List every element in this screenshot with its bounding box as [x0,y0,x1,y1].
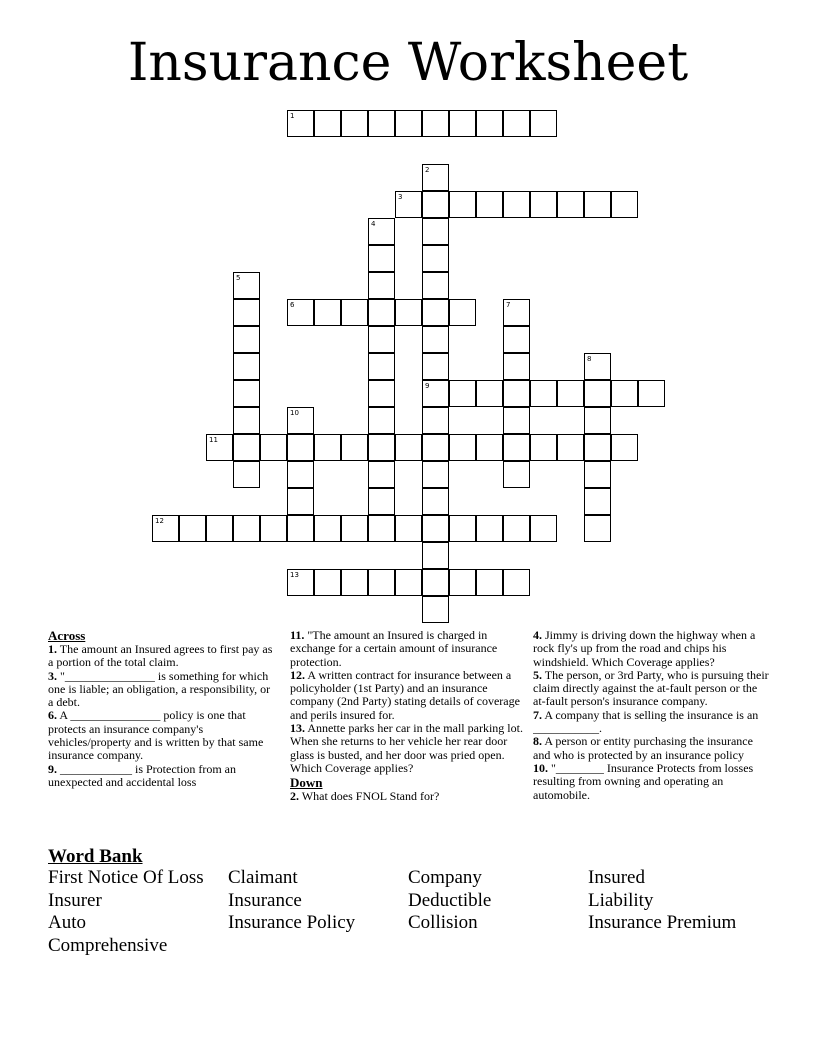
clues-column-2 [290,629,528,841]
clue-across-3 [48,670,276,710]
word-bank-item: Insurance [228,889,302,911]
crossword-cell[interactable] [233,326,260,353]
crossword-cell[interactable] [368,515,395,542]
word-bank-item: Deductible [408,889,492,911]
crossword-cell[interactable] [530,110,557,137]
clue-across-1 [48,643,276,670]
crossword-cell[interactable] [368,353,395,380]
clue-down-4 [533,629,769,669]
crossword-cell[interactable] [314,515,341,542]
word-bank [48,867,788,957]
crossword-cell[interactable] [449,434,476,461]
crossword-cell[interactable] [233,461,260,488]
crossword-cell[interactable] [503,515,530,542]
crossword-cell[interactable] [422,515,449,542]
page-title: Insurance Worksheet [127,33,689,93]
crossword-cell[interactable] [503,299,530,326]
clue-text: Annette parks her car in the mall parking lot. When she returns to her vehicle her rear door glass is busted, and her door was pried open. Which Coverage applies? [290,721,523,775]
crossword-cell[interactable] [422,569,449,596]
crossword-cell[interactable] [503,434,530,461]
crossword-cell[interactable] [179,515,206,542]
word-bank-item: Claimant [228,867,298,888]
crossword-cell[interactable] [503,407,530,434]
clue-down-10 [533,762,769,802]
crossword-cell[interactable] [530,380,557,407]
crossword-cell[interactable] [422,407,449,434]
crossword-cell[interactable] [422,299,449,326]
clues-column-3 [533,629,769,841]
word-bank-item: Insurance Premium [588,912,737,934]
crossword-cell[interactable] [314,299,341,326]
clue-across-11 [290,629,528,669]
crossword-cell[interactable] [368,299,395,326]
crossword-cell[interactable] [422,272,449,299]
crossword-cell[interactable] [314,110,341,137]
across-heading: Across [48,628,86,643]
crossword-cell[interactable] [422,245,449,272]
crossword-cell[interactable] [638,380,665,407]
clue-number-label: 7 [506,301,511,309]
crossword-cell[interactable] [314,569,341,596]
crossword-cell[interactable] [341,110,368,137]
clue-number-label: 4 [371,220,376,228]
word-bank-item: Insured [588,867,645,888]
crossword-cell[interactable] [368,110,395,137]
clue-down-2 [290,790,528,803]
word-bank-item: Collision [408,912,478,934]
crossword-cell[interactable] [368,488,395,515]
crossword-cell[interactable] [287,488,314,515]
clue-number-label: 2 [425,166,430,174]
crossword-cell[interactable] [503,461,530,488]
crossword-cell[interactable] [206,434,233,461]
crossword-cell[interactable] [233,353,260,380]
crossword-cell[interactable] [368,218,395,245]
clue-number: 9. [48,761,57,776]
crossword-cell[interactable] [152,515,179,542]
crossword-cell[interactable] [368,245,395,272]
clue-text: The amount an Insured agrees to first pay as a portion of the total claim. [48,642,273,670]
word-bank-item: Company [408,867,482,888]
crossword-cell[interactable] [395,110,422,137]
crossword-cell[interactable] [449,569,476,596]
clue-number: 6. [48,708,57,723]
crossword-cell[interactable] [449,191,476,218]
crossword-cell[interactable] [449,110,476,137]
clue-number-label: 13 [290,571,299,579]
crossword-cell[interactable] [368,569,395,596]
crossword-cell[interactable] [341,569,368,596]
crossword-cell[interactable] [233,434,260,461]
crossword-cell[interactable] [422,110,449,137]
clue-across-13 [290,722,528,775]
clue-text: "_______________ is something for which one is liable; an obligation, a responsibility, or a debt. [48,668,271,710]
clue-across-9 [48,763,276,790]
crossword-cell[interactable] [503,569,530,596]
crossword-cell[interactable] [611,191,638,218]
clue-number-label: 12 [155,517,164,525]
clue-text: A written contract for insurance between a policyholder (1st Party) and an insurance company (2nd Party) stating details of coverage and perils insured for. [290,667,520,722]
crossword-cell[interactable] [287,569,314,596]
crossword-cell[interactable] [476,569,503,596]
crossword-cell[interactable] [368,380,395,407]
crossword-cell[interactable] [368,326,395,353]
clue-text: A company that is selling the insurance is an ___________. [533,707,759,736]
word-bank-item: First Notice Of Loss [48,867,204,888]
word-bank-item: Insurer [48,889,102,911]
crossword-cell[interactable] [476,515,503,542]
crossword-cell[interactable] [422,326,449,353]
crossword-cell[interactable] [557,191,584,218]
crossword-cell[interactable] [503,326,530,353]
crossword-cell[interactable] [584,434,611,461]
clue-number-label: 1 [290,112,295,120]
clues-column-1 [48,628,276,840]
crossword-cell[interactable] [287,299,314,326]
crossword-cell[interactable] [341,434,368,461]
crossword-cell[interactable] [395,191,422,218]
crossword-cell[interactable] [341,299,368,326]
crossword-cell[interactable] [233,272,260,299]
clue-text: The person, or 3rd Party, who is pursuing their claim directly against the at-fault person or the at-fault person's insurance company. [533,667,769,709]
word-bank-item: Comprehensive [48,934,168,956]
crossword-cell[interactable] [395,569,422,596]
clue-number: 1. [48,642,57,656]
word-bank-item: Insurance Policy [228,912,356,934]
crossword-cell[interactable] [233,299,260,326]
crossword-cell[interactable] [530,191,557,218]
crossword-cell[interactable] [422,191,449,218]
crossword-cell[interactable] [260,434,287,461]
clue-number: 5. [533,667,542,682]
clue-text: A _______________ policy is one that protects an insurance company's vehicles/property and is written by that same insurance company. [48,708,264,763]
crossword-cell[interactable] [476,434,503,461]
crossword-cell[interactable] [503,353,530,380]
clue-text: "The amount an Insured is charged in exchange for a certain amount of insurance protection. [290,629,498,669]
word-bank-item: Liability [588,889,654,911]
crossword-cell[interactable] [422,596,449,623]
crossword-cell[interactable] [287,461,314,488]
crossword-cell[interactable] [584,461,611,488]
crossword-cell[interactable] [449,515,476,542]
crossword-cell[interactable] [287,407,314,434]
clue-across-12 [290,669,528,722]
crossword-cell[interactable] [287,110,314,137]
crossword-cell[interactable] [206,515,233,542]
crossword-cell[interactable] [503,380,530,407]
crossword-cell[interactable] [233,515,260,542]
crossword-cell[interactable] [530,515,557,542]
crossword-cell[interactable] [260,515,287,542]
crossword-cell[interactable] [368,461,395,488]
clue-number-label: 11 [209,436,218,444]
crossword-cell[interactable] [476,191,503,218]
crossword-cell[interactable] [368,407,395,434]
clue-down-5 [533,669,769,709]
clue-number-label: 8 [587,355,592,363]
clue-number: 10. [533,760,548,775]
clue-number: 13. [290,721,305,736]
clue-across-6 [48,709,276,762]
clue-down-7 [533,709,769,736]
crossword-cell[interactable] [395,515,422,542]
crossword-cell[interactable] [584,488,611,515]
crossword-cell[interactable] [287,434,314,461]
clue-number-label: 9 [425,382,430,390]
crossword-cell[interactable] [341,515,368,542]
crossword-cell[interactable] [476,380,503,407]
clue-text: Jimmy is driving down the highway when a rock fly's up from the road and chips his windshield. Which Coverage applies? [533,629,756,669]
word-bank-item: Auto [48,912,86,934]
crossword-cell[interactable] [584,407,611,434]
clue-number-label: 3 [398,193,403,201]
crossword-cell[interactable] [233,407,260,434]
clue-number: 12. [290,667,305,682]
clue-number: 8. [533,734,542,749]
clue-number: 7. [533,707,542,722]
crossword-cell[interactable] [233,380,260,407]
crossword-cell[interactable] [557,380,584,407]
clue-number-label: 5 [236,274,241,282]
crossword-cell[interactable] [395,299,422,326]
crossword-cell[interactable] [584,380,611,407]
clue-number: 2. [290,789,299,804]
crossword-cell[interactable] [368,272,395,299]
word-bank-title: Word Bank [48,846,143,867]
crossword-cell[interactable] [503,110,530,137]
crossword-cell[interactable] [449,299,476,326]
crossword-cell[interactable] [422,380,449,407]
crossword-cell[interactable] [422,218,449,245]
crossword-cell[interactable] [422,353,449,380]
clue-text: What does FNOL Stand for? [301,789,440,804]
crossword-cell[interactable] [422,488,449,515]
crossword-cell[interactable] [584,515,611,542]
crossword-cell[interactable] [557,434,584,461]
crossword-cell[interactable] [611,434,638,461]
crossword-cell[interactable] [368,434,395,461]
clue-number: 4. [533,629,542,642]
crossword-cell[interactable] [476,110,503,137]
crossword-cell[interactable] [422,542,449,569]
down-heading: Down [290,775,323,791]
crossword-cell[interactable] [503,191,530,218]
crossword-cell[interactable] [422,461,449,488]
crossword-cell[interactable] [314,434,341,461]
crossword-cell[interactable] [395,434,422,461]
clue-text: "________ Insurance Protects from losses resulting from owning and operating an automobile. [533,760,754,802]
clue-number-label: 6 [290,301,295,309]
crossword-cell[interactable] [611,380,638,407]
crossword-cell[interactable] [584,191,611,218]
clue-down-8 [533,735,769,762]
clue-text: ____________ is Protection from an unexpected and accidental loss [48,761,236,789]
clue-text: A person or entity purchasing the insurance and who is protected by an insurance policy [533,734,753,762]
crossword-cell[interactable] [422,434,449,461]
crossword-cell[interactable] [422,164,449,191]
crossword-cell[interactable] [530,434,557,461]
clue-number: 3. [48,668,57,683]
crossword-cell[interactable] [287,515,314,542]
clue-number: 11. [290,629,305,642]
clue-number-label: 10 [290,409,299,417]
crossword-cell[interactable] [449,380,476,407]
crossword-cell[interactable] [584,353,611,380]
